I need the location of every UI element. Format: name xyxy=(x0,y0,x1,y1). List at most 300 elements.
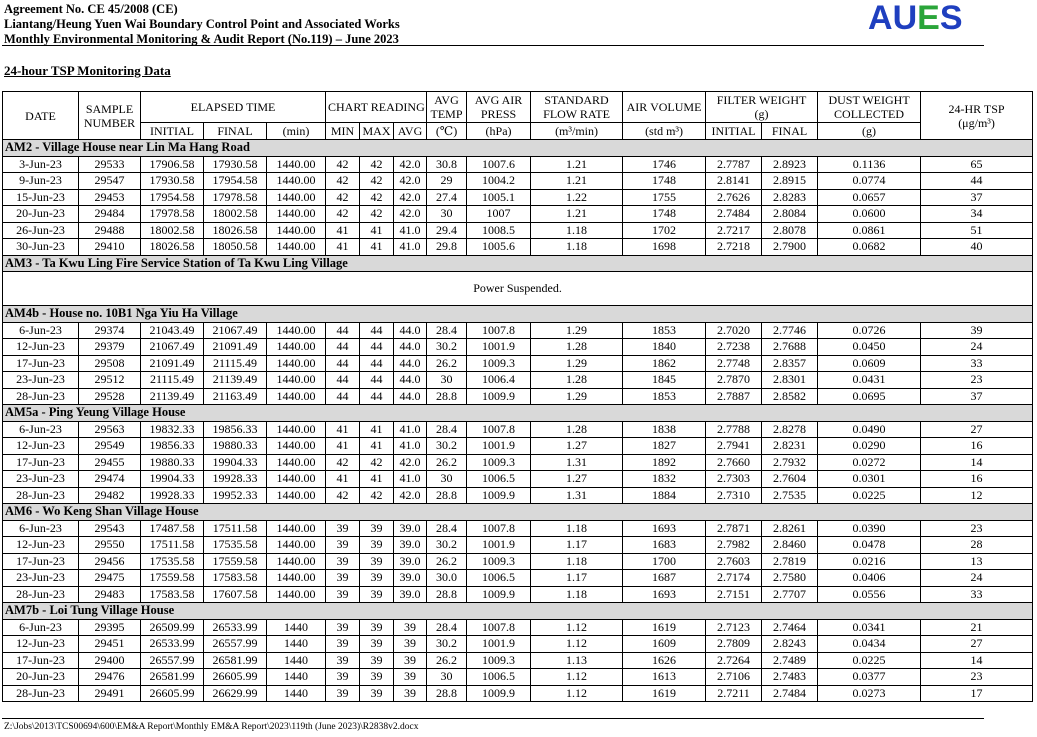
cell-tsp-24hr: 14 xyxy=(921,652,1033,669)
table-row xyxy=(3,206,1033,223)
cell-filter-final: 2.7484 xyxy=(762,685,818,702)
cell-tsp-24hr: 23 xyxy=(921,669,1033,686)
cell-avg-temp: 30.2 xyxy=(427,339,467,356)
cell-tsp-24hr: 37 xyxy=(921,189,1033,206)
cell-dust-weight: 0.0695 xyxy=(818,388,921,405)
cell-elapsed-initial: 19928.33 xyxy=(141,487,204,504)
th-press-unit: (hPa) xyxy=(467,123,531,140)
cell-avg-temp: 29.4 xyxy=(427,222,467,239)
cell-elapsed-final: 17535.58 xyxy=(204,537,267,554)
cell-flow-rate: 1.27 xyxy=(531,471,623,488)
cell-avg-air-press: 1006.5 xyxy=(467,471,531,488)
cell-avg-air-press: 1007.8 xyxy=(467,322,531,339)
th-avg-air-press: AVG AIR PRESS xyxy=(467,92,531,123)
cell-sample-number: 29456 xyxy=(79,553,141,570)
cell-elapsed-final: 26605.99 xyxy=(204,669,267,686)
cell-elapsed-min: 1440.00 xyxy=(267,173,326,190)
cell-date: 17-Jun-23 xyxy=(3,652,79,669)
cell-elapsed-min: 1440.00 xyxy=(267,570,326,587)
cell-tsp-24hr: 28 xyxy=(921,537,1033,554)
cell-flow-rate: 1.18 xyxy=(531,553,623,570)
cell-elapsed-initial: 17559.58 xyxy=(141,570,204,587)
cell-chart-avg: 42.0 xyxy=(394,487,427,504)
cell-filter-initial: 2.7310 xyxy=(706,487,762,504)
cell-chart-max: 39 xyxy=(360,586,394,603)
table-row xyxy=(3,339,1033,356)
cell-elapsed-min: 1440.00 xyxy=(267,189,326,206)
table-row xyxy=(3,156,1033,173)
cell-dust-weight: 0.0225 xyxy=(818,487,921,504)
th-standard-flow-rate: STANDARD FLOW RATE xyxy=(531,92,623,123)
cell-filter-initial: 2.7871 xyxy=(706,520,762,537)
cell-elapsed-min: 1440.00 xyxy=(267,322,326,339)
cell-filter-final: 2.8261 xyxy=(762,520,818,537)
cell-filter-initial: 2.7020 xyxy=(706,322,762,339)
cell-filter-final: 2.8357 xyxy=(762,355,818,372)
cell-sample-number: 29476 xyxy=(79,669,141,686)
th-sample-number: SAMPLE NUMBER xyxy=(79,92,141,140)
cell-air-volume: 1702 xyxy=(623,222,706,239)
cell-chart-max: 42 xyxy=(360,189,394,206)
cell-chart-avg: 42.0 xyxy=(394,189,427,206)
cell-filter-initial: 2.7218 xyxy=(706,239,762,256)
th-volume-unit: (std m³) xyxy=(623,123,706,140)
cell-elapsed-initial: 17511.58 xyxy=(141,537,204,554)
cell-air-volume: 1862 xyxy=(623,355,706,372)
logo-letter: A xyxy=(868,0,893,37)
cell-avg-temp: 28.4 xyxy=(427,520,467,537)
cell-elapsed-initial: 17906.58 xyxy=(141,156,204,173)
cell-chart-avg: 39.0 xyxy=(394,553,427,570)
logo-letter: U xyxy=(892,0,918,37)
cell-tsp-24hr: 13 xyxy=(921,553,1033,570)
cell-sample-number: 29482 xyxy=(79,487,141,504)
cell-elapsed-min: 1440.00 xyxy=(267,454,326,471)
cell-dust-weight: 0.0682 xyxy=(818,239,921,256)
section-title: 24-hour TSP Monitoring Data xyxy=(4,63,171,78)
cell-sample-number: 29455 xyxy=(79,454,141,471)
cell-avg-temp: 26.2 xyxy=(427,355,467,372)
cell-chart-max: 42 xyxy=(360,454,394,471)
cell-dust-weight: 0.0273 xyxy=(818,685,921,702)
cell-elapsed-min: 1440.00 xyxy=(267,339,326,356)
cell-dust-weight: 0.0301 xyxy=(818,471,921,488)
cell-chart-min: 39 xyxy=(326,553,360,570)
cell-chart-max: 39 xyxy=(360,636,394,653)
cell-filter-initial: 2.7484 xyxy=(706,206,762,223)
cell-elapsed-initial: 17583.58 xyxy=(141,586,204,603)
cell-elapsed-min: 1440.00 xyxy=(267,586,326,603)
cell-filter-initial: 2.7217 xyxy=(706,222,762,239)
cell-chart-avg: 39 xyxy=(394,652,427,669)
cell-filter-final: 2.7746 xyxy=(762,322,818,339)
cell-elapsed-initial: 18026.58 xyxy=(141,239,204,256)
cell-sample-number: 29475 xyxy=(79,570,141,587)
cell-elapsed-initial: 17535.58 xyxy=(141,553,204,570)
cell-filter-initial: 2.7788 xyxy=(706,421,762,438)
cell-air-volume: 1687 xyxy=(623,570,706,587)
report-header xyxy=(4,2,400,47)
cell-tsp-24hr: 37 xyxy=(921,388,1033,405)
cell-dust-weight: 0.0609 xyxy=(818,355,921,372)
cell-tsp-24hr: 14 xyxy=(921,454,1033,471)
cell-flow-rate: 1.18 xyxy=(531,520,623,537)
cell-sample-number: 29491 xyxy=(79,685,141,702)
th-filter-weight-label: FILTER WEIGHT xyxy=(716,93,807,107)
cell-elapsed-final: 17954.58 xyxy=(204,173,267,190)
cell-elapsed-final: 17583.58 xyxy=(204,570,267,587)
cell-chart-max: 39 xyxy=(360,570,394,587)
cell-tsp-24hr: 39 xyxy=(921,322,1033,339)
cell-chart-min: 39 xyxy=(326,586,360,603)
cell-elapsed-min: 1440 xyxy=(267,619,326,636)
footer-file-path: Z:\Jobs\2013\TCS00694\600\EM&A Report\Monthly EM&A Report\2023\119th (June 2023)\R2838v2.docx xyxy=(4,722,419,732)
table-row xyxy=(3,669,1033,686)
table-row xyxy=(3,355,1033,372)
cell-avg-air-press: 1001.9 xyxy=(467,537,531,554)
footer-divider xyxy=(2,718,984,719)
cell-avg-temp: 26.2 xyxy=(427,553,467,570)
cell-avg-air-press: 1007 xyxy=(467,206,531,223)
cell-filter-final: 2.7535 xyxy=(762,487,818,504)
cell-air-volume: 1840 xyxy=(623,339,706,356)
cell-chart-min: 41 xyxy=(326,222,360,239)
cell-sample-number: 29483 xyxy=(79,586,141,603)
cell-elapsed-final: 18050.58 xyxy=(204,239,267,256)
agreement-number: Agreement No. CE 45/2008 (CE) xyxy=(4,2,178,16)
cell-avg-temp: 28.4 xyxy=(427,619,467,636)
cell-air-volume: 1853 xyxy=(623,388,706,405)
cell-date: 17-Jun-23 xyxy=(3,355,79,372)
cell-filter-final: 2.8460 xyxy=(762,537,818,554)
cell-air-volume: 1827 xyxy=(623,438,706,455)
cell-chart-min: 39 xyxy=(326,537,360,554)
station-group-row xyxy=(3,603,1033,620)
cell-elapsed-final: 21067.49 xyxy=(204,322,267,339)
cell-date: 20-Jun-23 xyxy=(3,669,79,686)
th-dust-weight: DUST WEIGHT COLLECTED xyxy=(818,92,921,123)
cell-chart-avg: 41.0 xyxy=(394,421,427,438)
cell-chart-avg: 42.0 xyxy=(394,156,427,173)
cell-avg-temp: 26.2 xyxy=(427,454,467,471)
cell-filter-final: 2.7900 xyxy=(762,239,818,256)
cell-filter-initial: 2.7870 xyxy=(706,372,762,389)
cell-avg-air-press: 1006.5 xyxy=(467,570,531,587)
cell-date: 12-Jun-23 xyxy=(3,438,79,455)
cell-avg-air-press: 1009.9 xyxy=(467,685,531,702)
cell-flow-rate: 1.27 xyxy=(531,438,623,455)
th-temp-unit: (℃) xyxy=(427,123,467,140)
cell-flow-rate: 1.12 xyxy=(531,619,623,636)
station-note: Power Suspended. xyxy=(3,272,1033,306)
cell-chart-min: 42 xyxy=(326,156,360,173)
cell-elapsed-min: 1440.00 xyxy=(267,487,326,504)
station-group-row xyxy=(3,504,1033,521)
cell-flow-rate: 1.29 xyxy=(531,355,623,372)
cell-tsp-24hr: 12 xyxy=(921,487,1033,504)
cell-filter-final: 2.7464 xyxy=(762,619,818,636)
cell-filter-final: 2.8301 xyxy=(762,372,818,389)
cell-elapsed-min: 1440.00 xyxy=(267,553,326,570)
cell-chart-max: 41 xyxy=(360,471,394,488)
cell-air-volume: 1698 xyxy=(623,239,706,256)
cell-chart-avg: 41.0 xyxy=(394,438,427,455)
cell-filter-final: 2.7580 xyxy=(762,570,818,587)
station-label: AM6 - Wo Keng Shan Village House xyxy=(3,504,1033,521)
cell-dust-weight: 0.0726 xyxy=(818,322,921,339)
cell-flow-rate: 1.28 xyxy=(531,339,623,356)
cell-avg-temp: 30.2 xyxy=(427,537,467,554)
cell-elapsed-final: 19904.33 xyxy=(204,454,267,471)
cell-chart-avg: 39 xyxy=(394,669,427,686)
cell-filter-final: 2.7604 xyxy=(762,471,818,488)
table-row xyxy=(3,520,1033,537)
cell-date: 20-Jun-23 xyxy=(3,206,79,223)
cell-chart-avg: 44.0 xyxy=(394,388,427,405)
tsp-data-table xyxy=(2,91,1033,702)
station-group-row xyxy=(3,255,1033,272)
cell-flow-rate: 1.21 xyxy=(531,156,623,173)
cell-chart-max: 41 xyxy=(360,222,394,239)
cell-dust-weight: 0.1136 xyxy=(818,156,921,173)
cell-filter-initial: 2.7660 xyxy=(706,454,762,471)
cell-date: 12-Jun-23 xyxy=(3,537,79,554)
cell-chart-max: 39 xyxy=(360,619,394,636)
cell-filter-initial: 2.7123 xyxy=(706,619,762,636)
cell-date: 15-Jun-23 xyxy=(3,189,79,206)
cell-chart-max: 41 xyxy=(360,438,394,455)
station-group-row xyxy=(3,405,1033,422)
cell-chart-min: 44 xyxy=(326,322,360,339)
cell-filter-initial: 2.7106 xyxy=(706,669,762,686)
cell-elapsed-initial: 18002.58 xyxy=(141,222,204,239)
cell-date: 17-Jun-23 xyxy=(3,454,79,471)
cell-chart-max: 44 xyxy=(360,339,394,356)
table-row xyxy=(3,537,1033,554)
cell-chart-min: 39 xyxy=(326,685,360,702)
cell-sample-number: 29395 xyxy=(79,619,141,636)
cell-elapsed-min: 1440.00 xyxy=(267,355,326,372)
cell-date: 30-Jun-23 xyxy=(3,239,79,256)
cell-avg-temp: 27.4 xyxy=(427,189,467,206)
cell-chart-min: 41 xyxy=(326,438,360,455)
table-row xyxy=(3,570,1033,587)
table-row xyxy=(3,471,1033,488)
th-filter-weight xyxy=(706,92,818,123)
cell-tsp-24hr: 23 xyxy=(921,372,1033,389)
cell-filter-final: 2.8923 xyxy=(762,156,818,173)
cell-chart-avg: 42.0 xyxy=(394,173,427,190)
cell-sample-number: 29400 xyxy=(79,652,141,669)
header-row-2 xyxy=(3,123,1033,140)
cell-chart-min: 42 xyxy=(326,189,360,206)
cell-date: 28-Jun-23 xyxy=(3,685,79,702)
cell-elapsed-final: 21091.49 xyxy=(204,339,267,356)
cell-date: 28-Jun-23 xyxy=(3,586,79,603)
cell-elapsed-min: 1440.00 xyxy=(267,222,326,239)
cell-elapsed-initial: 26605.99 xyxy=(141,685,204,702)
cell-elapsed-initial: 19856.33 xyxy=(141,438,204,455)
cell-elapsed-initial: 21115.49 xyxy=(141,372,204,389)
cell-elapsed-min: 1440.00 xyxy=(267,537,326,554)
cell-avg-temp: 28.8 xyxy=(427,388,467,405)
cell-dust-weight: 0.0431 xyxy=(818,372,921,389)
station-label: AM7b - Loi Tung Village House xyxy=(3,603,1033,620)
cell-avg-air-press: 1007.8 xyxy=(467,619,531,636)
cell-date: 6-Jun-23 xyxy=(3,421,79,438)
cell-chart-min: 42 xyxy=(326,206,360,223)
cell-air-volume: 1755 xyxy=(623,189,706,206)
cell-filter-initial: 2.7626 xyxy=(706,189,762,206)
table-row xyxy=(3,586,1033,603)
cell-chart-max: 44 xyxy=(360,355,394,372)
cell-filter-initial: 2.7603 xyxy=(706,553,762,570)
cell-elapsed-initial: 17954.58 xyxy=(141,189,204,206)
cell-chart-max: 42 xyxy=(360,487,394,504)
cell-tsp-24hr: 51 xyxy=(921,222,1033,239)
cell-chart-avg: 42.0 xyxy=(394,206,427,223)
th-filter-weight-unit: (g) xyxy=(754,107,769,121)
cell-avg-temp: 30 xyxy=(427,372,467,389)
cell-elapsed-initial: 21091.49 xyxy=(141,355,204,372)
cell-chart-avg: 39 xyxy=(394,636,427,653)
cell-elapsed-min: 1440.00 xyxy=(267,388,326,405)
cell-air-volume: 1845 xyxy=(623,372,706,389)
cell-dust-weight: 0.0290 xyxy=(818,438,921,455)
th-max: MAX xyxy=(360,123,394,140)
cell-filter-final: 2.7819 xyxy=(762,553,818,570)
cell-elapsed-min: 1440.00 xyxy=(267,421,326,438)
th-24hr-tsp-label: 24-HR TSP xyxy=(948,101,1005,116)
cell-filter-final: 2.8283 xyxy=(762,189,818,206)
cell-elapsed-final: 17559.58 xyxy=(204,553,267,570)
cell-tsp-24hr: 40 xyxy=(921,239,1033,256)
th-final: FINAL xyxy=(204,123,267,140)
cell-flow-rate: 1.12 xyxy=(531,685,623,702)
cell-tsp-24hr: 21 xyxy=(921,619,1033,636)
cell-elapsed-final: 17930.58 xyxy=(204,156,267,173)
cell-air-volume: 1838 xyxy=(623,421,706,438)
cell-date: 23-Jun-23 xyxy=(3,570,79,587)
cell-chart-min: 41 xyxy=(326,421,360,438)
cell-chart-max: 42 xyxy=(360,156,394,173)
cell-chart-min: 39 xyxy=(326,669,360,686)
cell-sample-number: 29488 xyxy=(79,222,141,239)
cell-dust-weight: 0.0225 xyxy=(818,652,921,669)
cell-dust-weight: 0.0434 xyxy=(818,636,921,653)
cell-avg-air-press: 1009.9 xyxy=(467,586,531,603)
cell-air-volume: 1693 xyxy=(623,586,706,603)
cell-filter-final: 2.7489 xyxy=(762,652,818,669)
cell-avg-temp: 28.8 xyxy=(427,685,467,702)
cell-air-volume: 1693 xyxy=(623,520,706,537)
cell-elapsed-min: 1440 xyxy=(267,636,326,653)
cell-elapsed-initial: 17978.58 xyxy=(141,206,204,223)
cell-tsp-24hr: 24 xyxy=(921,339,1033,356)
cell-elapsed-initial: 19880.33 xyxy=(141,454,204,471)
cell-elapsed-final: 26581.99 xyxy=(204,652,267,669)
cell-avg-temp: 28.8 xyxy=(427,586,467,603)
th-flow-unit: (m³/min) xyxy=(531,123,623,140)
cell-date: 9-Jun-23 xyxy=(3,173,79,190)
cell-chart-avg: 39.0 xyxy=(394,537,427,554)
cell-air-volume: 1613 xyxy=(623,669,706,686)
logo-letter: E xyxy=(917,0,940,37)
table-row xyxy=(3,553,1033,570)
th-filter-final: FINAL xyxy=(762,123,818,140)
cell-filter-initial: 2.7748 xyxy=(706,355,762,372)
cell-sample-number: 29451 xyxy=(79,636,141,653)
th-min-unit: (min) xyxy=(267,123,326,140)
cell-avg-temp: 28.4 xyxy=(427,421,467,438)
cell-filter-initial: 2.7941 xyxy=(706,438,762,455)
station-group-row xyxy=(3,306,1033,323)
cell-avg-temp: 30.2 xyxy=(427,636,467,653)
cell-elapsed-min: 1440.00 xyxy=(267,156,326,173)
cell-dust-weight: 0.0490 xyxy=(818,421,921,438)
cell-elapsed-initial: 21067.49 xyxy=(141,339,204,356)
cell-elapsed-initial: 21043.49 xyxy=(141,322,204,339)
cell-elapsed-final: 26533.99 xyxy=(204,619,267,636)
station-label: AM2 - Village House near Lin Ma Hang Road xyxy=(3,140,1033,157)
cell-filter-initial: 2.7982 xyxy=(706,537,762,554)
cell-sample-number: 29410 xyxy=(79,239,141,256)
cell-elapsed-final: 26629.99 xyxy=(204,685,267,702)
cell-flow-rate: 1.18 xyxy=(531,222,623,239)
cell-dust-weight: 0.0216 xyxy=(818,553,921,570)
cell-chart-max: 44 xyxy=(360,372,394,389)
cell-flow-rate: 1.21 xyxy=(531,206,623,223)
cell-chart-min: 44 xyxy=(326,355,360,372)
cell-sample-number: 29374 xyxy=(79,322,141,339)
th-avg-temp: AVG TEMP xyxy=(427,92,467,123)
cell-chart-min: 42 xyxy=(326,454,360,471)
cell-dust-weight: 0.0478 xyxy=(818,537,921,554)
cell-filter-initial: 2.7211 xyxy=(706,685,762,702)
cell-elapsed-final: 17607.58 xyxy=(204,586,267,603)
cell-filter-initial: 2.7264 xyxy=(706,652,762,669)
th-24hr-tsp xyxy=(921,92,1033,140)
cell-chart-min: 42 xyxy=(326,173,360,190)
cell-elapsed-final: 17978.58 xyxy=(204,189,267,206)
cell-filter-final: 2.7688 xyxy=(762,339,818,356)
cell-elapsed-final: 18002.58 xyxy=(204,206,267,223)
cell-air-volume: 1746 xyxy=(623,156,706,173)
cell-chart-min: 44 xyxy=(326,339,360,356)
cell-date: 28-Jun-23 xyxy=(3,388,79,405)
cell-air-volume: 1853 xyxy=(623,322,706,339)
cell-avg-air-press: 1004.2 xyxy=(467,173,531,190)
cell-date: 12-Jun-23 xyxy=(3,636,79,653)
cell-air-volume: 1619 xyxy=(623,619,706,636)
cell-avg-air-press: 1007.8 xyxy=(467,421,531,438)
station-label: AM4b - House no. 10B1 Nga Yiu Ha Village xyxy=(3,306,1033,323)
cell-elapsed-final: 19856.33 xyxy=(204,421,267,438)
cell-avg-air-press: 1009.3 xyxy=(467,652,531,669)
logo-letter: S xyxy=(939,0,963,37)
cell-elapsed-min: 1440.00 xyxy=(267,438,326,455)
table-row xyxy=(3,388,1033,405)
cell-dust-weight: 0.0341 xyxy=(818,619,921,636)
cell-sample-number: 29453 xyxy=(79,189,141,206)
table-row xyxy=(3,189,1033,206)
cell-avg-air-press: 1005.1 xyxy=(467,189,531,206)
cell-chart-max: 39 xyxy=(360,553,394,570)
cell-sample-number: 29550 xyxy=(79,537,141,554)
cell-chart-max: 42 xyxy=(360,206,394,223)
cell-tsp-24hr: 33 xyxy=(921,355,1033,372)
cell-tsp-24hr: 17 xyxy=(921,685,1033,702)
